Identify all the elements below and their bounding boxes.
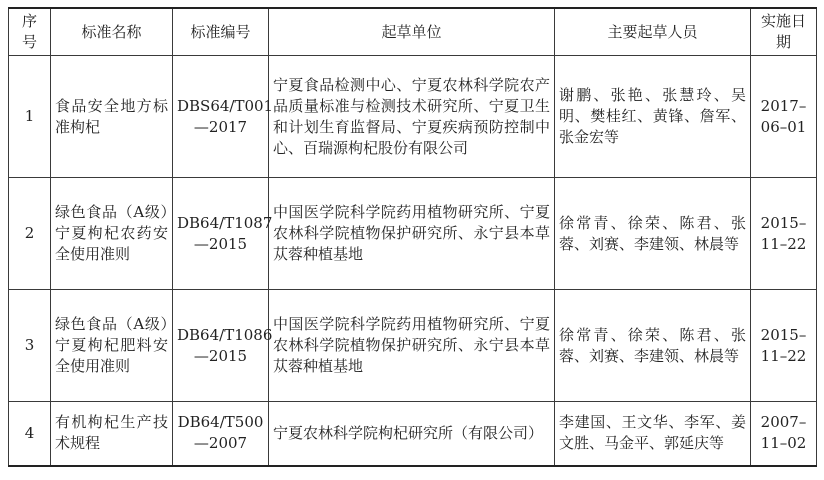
header-people: 主要起草人员 <box>555 8 751 56</box>
cell-name: 绿色食品（A级）宁夏枸杞肥料安全使用准则 <box>51 290 173 402</box>
cell-unit: 中国医学院科学院药用植物研究所、宁夏农林科学院植物保护研究所、永宁县本草苁蓉种植基地 <box>269 290 555 402</box>
cell-name: 绿色食品（A级）宁夏枸杞农药安全使用准则 <box>51 178 173 290</box>
header-date: 实施日期 <box>751 8 817 56</box>
table-row <box>9 178 817 290</box>
cell-date: 2015–11–22 <box>751 178 817 290</box>
cell-code: DB64/T500—2007 <box>173 402 269 466</box>
cell-unit: 宁夏食品检测中心、宁夏农林科学院农产品质量标准与检测技术研究所、宁夏卫生和计划生育监督局、宁夏疾病预防控制中心、百瑞源枸杞股份有限公司 <box>269 56 555 178</box>
table-row <box>9 402 817 466</box>
cell-name: 有机枸杞生产技术规程 <box>51 402 173 466</box>
cell-no: 1 <box>9 56 51 178</box>
header-name: 标准名称 <box>51 8 173 56</box>
header-unit: 起草单位 <box>269 8 555 56</box>
cell-name: 食品安全地方标准枸杞 <box>51 56 173 178</box>
cell-code: DBS64/T001—2017 <box>173 56 269 178</box>
table-row <box>9 290 817 402</box>
cell-unit: 中国医学院科学院药用植物研究所、宁夏农林科学院植物保护研究所、永宁县本草苁蓉种植基地 <box>269 178 555 290</box>
table-row <box>9 56 817 178</box>
cell-people: 谢鹏、张艳、张慧玲、吴明、樊桂红、黄锋、詹军、张金宏等 <box>555 56 751 178</box>
header-no: 序号 <box>9 8 51 56</box>
cell-code: DB64/T1087—2015 <box>173 178 269 290</box>
cell-people: 徐常青、徐荣、陈君、张蓉、刘赛、李建领、林晨等 <box>555 178 751 290</box>
cell-date: 2017–06–01 <box>751 56 817 178</box>
header-code: 标准编号 <box>173 8 269 56</box>
cell-code: DB64/T1086—2015 <box>173 290 269 402</box>
cell-date: 2007–11–02 <box>751 402 817 466</box>
cell-no: 4 <box>9 402 51 466</box>
cell-unit: 宁夏农林科学院枸杞研究所（有限公司） <box>269 402 555 466</box>
cell-date: 2015–11–22 <box>751 290 817 402</box>
cell-people: 徐常青、徐荣、陈君、张蓉、刘赛、李建领、林晨等 <box>555 290 751 402</box>
standards-table <box>8 7 817 467</box>
header-row <box>9 8 817 56</box>
standards-table-container <box>8 7 817 467</box>
cell-no: 2 <box>9 178 51 290</box>
cell-no: 3 <box>9 290 51 402</box>
cell-people: 李建国、王文华、李军、姜文胜、马金平、郭延庆等 <box>555 402 751 466</box>
